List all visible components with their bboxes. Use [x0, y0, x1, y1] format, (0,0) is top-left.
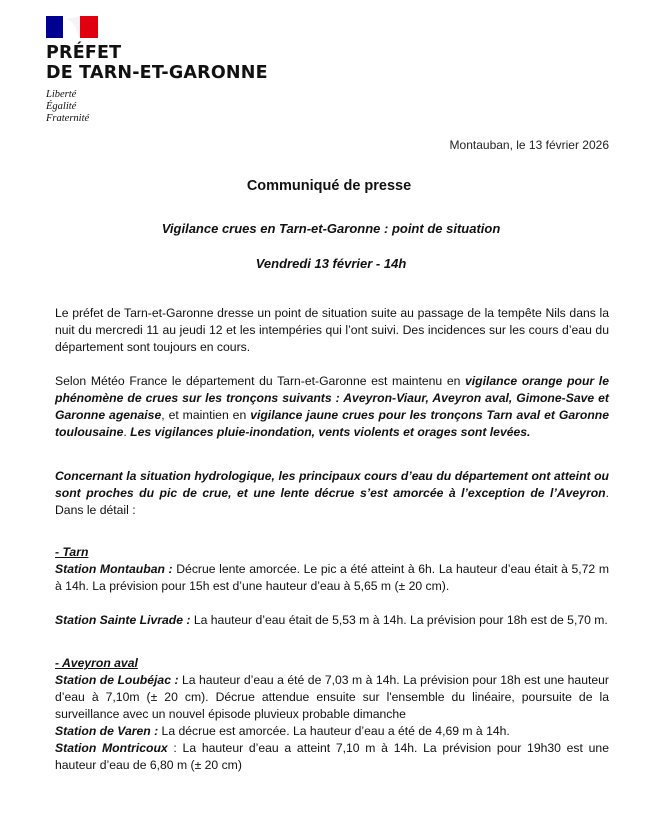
motto-liberte: Liberté	[46, 89, 77, 100]
section-title-aveyron: - Aveyron aval	[55, 656, 138, 670]
station-name: Station de Loubéjac :	[55, 673, 179, 687]
prefecture-name-line1: PRÉFET	[46, 43, 122, 63]
station-name: Station Sainte Livrade :	[55, 613, 191, 627]
motto-egalite: Égalité	[46, 101, 77, 112]
vigilance-text-1: Selon Météo France le département du Tarn-et-Garonne est maintenu en	[55, 374, 466, 388]
vigilance-paragraph	[55, 373, 609, 441]
situation-lead: Concernant la situation hydrologique, les principaux cours d’eau du département ont atteint ou sont proches du pic de crue, et une lente décrue s’est amorcée à l’exception de l’Aveyron	[55, 469, 609, 500]
section-title-tarn: - Tarn	[55, 545, 89, 559]
station-name: Station de Varen :	[55, 724, 159, 738]
station-montricoux	[55, 740, 609, 774]
situation-paragraph	[55, 468, 609, 519]
republic-motto	[46, 89, 268, 125]
station-varen	[55, 723, 609, 740]
intro-paragraph: Le préfet de Tarn-et-Garonne dresse un point de situation suite au passage de la tempête Nils dans la nuit du mercredi 11 au jeudi 12 et les intempéries qui l’ont suivi. Des incidences sur les cours d’eau du département sont toujours en cours.	[55, 306, 609, 354]
station-text: La hauteur d’eau a été de 7,03 m à 14h. La prévision pour 18h est une hauteur d’eau à 7,10m (± 20 cm). Décrue attendue ensuite sur l'ensemble du linéaire, poursuite de la surveillance avec un nouvel épisode pluvieux probable dimanche	[55, 673, 609, 721]
document-date: Montauban, le 13 février 2026	[449, 138, 609, 152]
vigilances-levees: Les vigilances pluie-inondation, vents violents et orages sont levées.	[130, 425, 531, 439]
station-sainte-livrade	[55, 612, 609, 629]
station-name: Station Montauban :	[55, 562, 173, 576]
station-text: : La hauteur d’eau a atteint 7,10 m à 14h. La prévision pour 19h30 est une hauteur d’eau de 6,80 m (± 20 cm)	[55, 741, 609, 772]
station-text: La hauteur d’eau était de 5,53 m à 14h. La prévision pour 18h est de 5,70 m.	[190, 613, 608, 627]
document-subtitle: Vigilance crues en Tarn-et-Garonne : point de situation	[161, 221, 501, 236]
station-name: Station Montricoux	[55, 741, 168, 755]
marianne-flag-logo	[46, 16, 98, 38]
situation-tail: . Dans le détail :	[55, 486, 609, 517]
station-loubejac	[55, 672, 609, 723]
prefecture-name	[46, 43, 268, 83]
document-body	[55, 305, 609, 774]
vigilance-jaune: vigilance jaune crues pour les tronçons Tarn aval et Garonne toulousaine	[55, 408, 610, 439]
vigilance-text-2: , et maintien en	[161, 408, 251, 422]
vigilance-text-3: .	[123, 425, 131, 439]
station-text: La décrue est amorcée. La hauteur d’eau a été de 4,69 m à 14h.	[158, 724, 510, 738]
document-title: Communiqué de presse	[246, 178, 412, 194]
prefecture-header	[46, 16, 268, 125]
station-montauban	[55, 561, 609, 595]
station-text: Décrue lente amorcée. Le pic a été atteint à 6h. La hauteur d’eau était à 5,72 m à 14h. La prévision pour 15h est d’une hauteur d’eau à 5,65 m (± 20 cm).	[55, 562, 609, 593]
motto-fraternite: Fraternité	[46, 113, 90, 124]
vigilance-orange: vigilance orange pour le phénomène de crues sur les tronçons suivants : Aveyron-Viaur, Aveyron aval, Gimone-Save et Garonne agenaise	[55, 374, 609, 422]
prefecture-name-line2: DE TARN-ET-GARONNE	[46, 63, 268, 83]
document-datetime: Vendredi 13 février - 14h	[255, 256, 407, 271]
